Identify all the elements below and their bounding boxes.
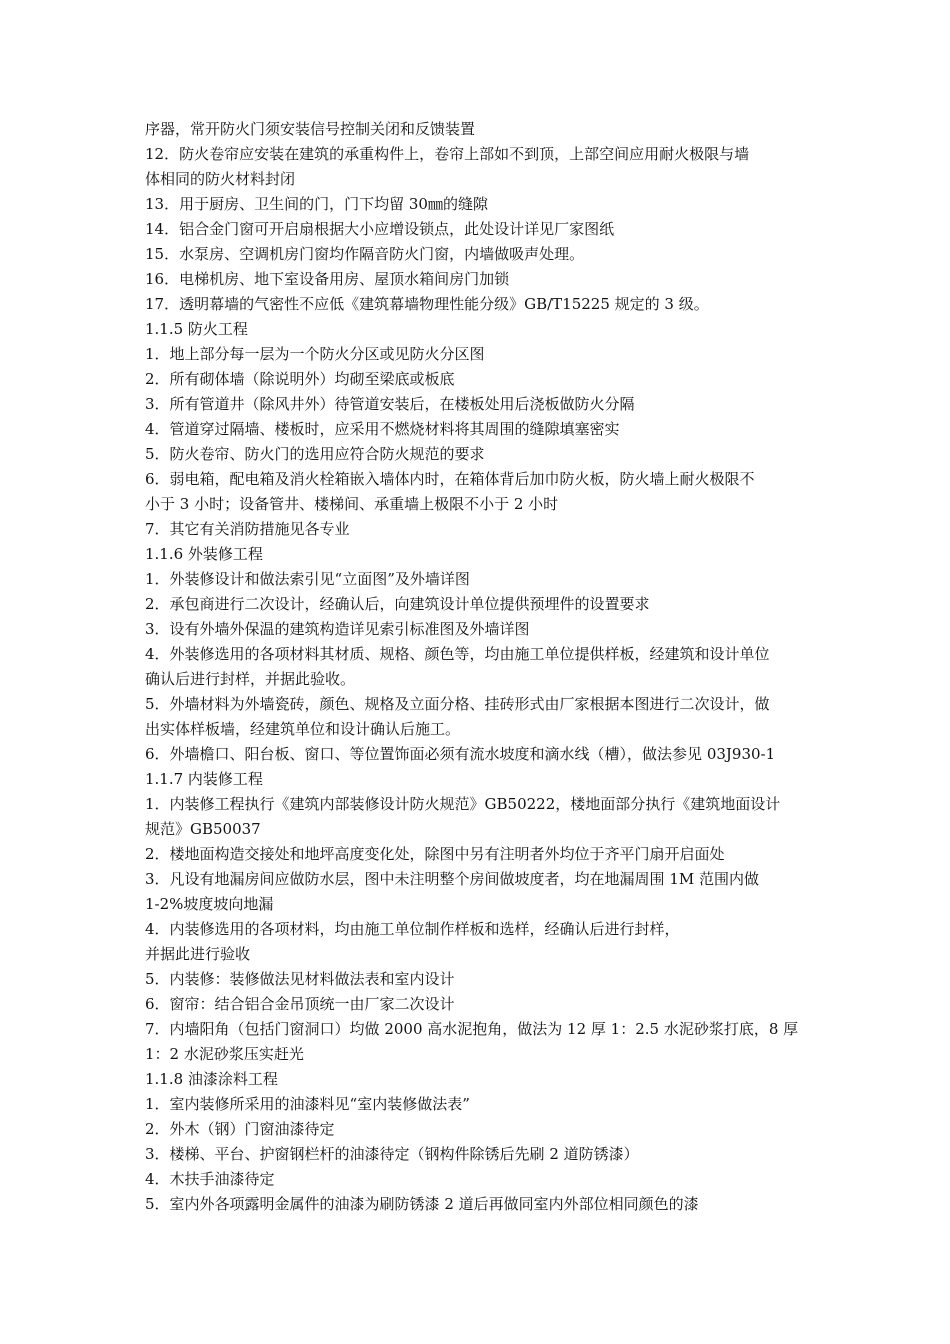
text-line: 4．木扶手油漆待定 [145,1170,275,1188]
text-line: 1-2%坡度坡向地漏 [145,895,274,913]
section-heading: 1.1.8 油漆涂料工程 [145,1070,278,1088]
text-line: 1．内装修工程执行《建筑内部装修设计防火规范》GB50222，楼地面部分执行《建筑地面设计 [145,795,781,813]
text-line: 出实体样板墙，经建筑单位和设计确认后施工。 [145,720,461,738]
text-line: 15．水泵房、空调机房门窗均作隔音防火门窗，内墙做吸声处理。 [145,245,585,263]
text-line: 5．室内外各项露明金属件的油漆为刷防锈漆 2 道后再做同室内外部位相同颜色的漆 [145,1195,699,1213]
text-line: 14．铝合金门窗可开启扇根据大小应增设锁点，此处设计详见厂家图纸 [145,220,615,238]
text-line: 2．所有砌体墙（除说明外）均砌至梁底或板底 [145,370,455,388]
text-line: 6．窗帘：结合铝合金吊顶统一由厂家二次设计 [145,995,455,1013]
text-line: 3．设有外墙外保温的建筑构造详见索引标准图及外墙详图 [145,620,530,638]
text-line: 12．防火卷帘应安装在建筑的承重构件上，卷帘上部如不到顶，上部空间应用耐火极限与墙 [145,145,750,163]
text-line: 5．外墙材料为外墙瓷砖，颜色、规格及立面分格、挂砖形式由厂家根据本图进行二次设计，做 [145,695,770,713]
text-line: 4．内装修选用的各项材料，均由施工单位制作样板和选样，经确认后进行封样， [145,920,680,938]
text-line: 规范》GB50037 [145,820,261,838]
text-line: 17．透明幕墙的气密性不应低《建筑幕墙物理性能分级》GB/T15225 规定的 3 级。 [145,295,709,313]
section-heading: 1.1.7 内装修工程 [145,770,263,788]
text-line: 小于 3 小时；设备管井、楼梯间、承重墙上极限不小于 2 小时 [145,495,559,513]
text-line: 16．电梯机房、地下室设备用房、屋顶水箱间房门加锁 [145,270,510,288]
text-line: 3．凡设有地漏房间应做防水层，图中未注明整个房间做坡度者，均在地漏周围 1M 范围内做 [145,870,759,888]
document-body [145,117,810,1217]
text-line: 体相同的防火材料封闭 [145,170,296,188]
text-line: 1．地上部分每一层为一个防火分区或见防火分区图 [145,345,485,363]
text-line: 2．外木（钢）门窗油漆待定 [145,1120,335,1138]
text-line: 5．防火卷帘、防火门的选用应符合防火规范的要求 [145,445,485,463]
text-line: 4．外装修选用的各项材料其材质、规格、颜色等，均由施工单位提供样板，经建筑和设计单位 [145,645,770,663]
text-line: 4．管道穿过隔墙、楼板时，应采用不燃烧材料将其周围的缝隙填塞密实 [145,420,620,438]
text-line: 3．所有管道井（除风井外）待管道安装后，在楼板处用后浇板做防火分隔 [145,395,635,413]
text-line: 序器，常开防火门须安装信号控制关闭和反馈装置 [145,120,476,138]
section-heading: 1.1.5 防火工程 [145,320,248,338]
text-line: 1．外装修设计和做法索引见“立面图”及外墙详图 [145,570,470,588]
text-line: 1：2 水泥砂浆压实赶光 [145,1045,304,1063]
text-line: 6．弱电箱，配电箱及消火栓箱嵌入墙体内时，在箱体背后加巾防火板，防火墙上耐火极限不 [145,470,755,488]
text-line: 7．内墙阳角（包括门窗洞口）均做 2000 高水泥抱角，做法为 12 厚 1：2.5 水泥砂浆打底，8 厚 [145,1020,799,1038]
text-line: 3．楼梯、平台、护窗钢栏杆的油漆待定（钢构件除锈后先刷 2 道防锈漆） [145,1145,639,1163]
text-line: 2．楼地面构造交接处和地坪高度变化处，除图中另有注明者外均位于齐平门扇开启面处 [145,845,725,863]
text-line: 1．室内装修所采用的油漆料见“室内装修做法表” [145,1095,470,1113]
text-line: 并据此进行验收 [145,945,251,963]
text-line: 2．承包商进行二次设计，经确认后，向建筑设计单位提供预埋件的设置要求 [145,595,650,613]
text-line: 5．内装修：装修做法见材料做法表和室内设计 [145,970,455,988]
text-line: 13．用于厨房、卫生间的门，门下均留 30㎜的缝隙 [145,195,488,213]
text-line: 6．外墙檐口、阳台板、窗口、等位置饰面必须有流水坡度和滴水线（槽），做法参见 03J930-1 [145,745,776,763]
text-line: 确认后进行封样，并据此验收。 [145,670,356,688]
text-line: 7．其它有关消防措施见各专业 [145,520,350,538]
section-heading: 1.1.6 外装修工程 [145,545,263,563]
